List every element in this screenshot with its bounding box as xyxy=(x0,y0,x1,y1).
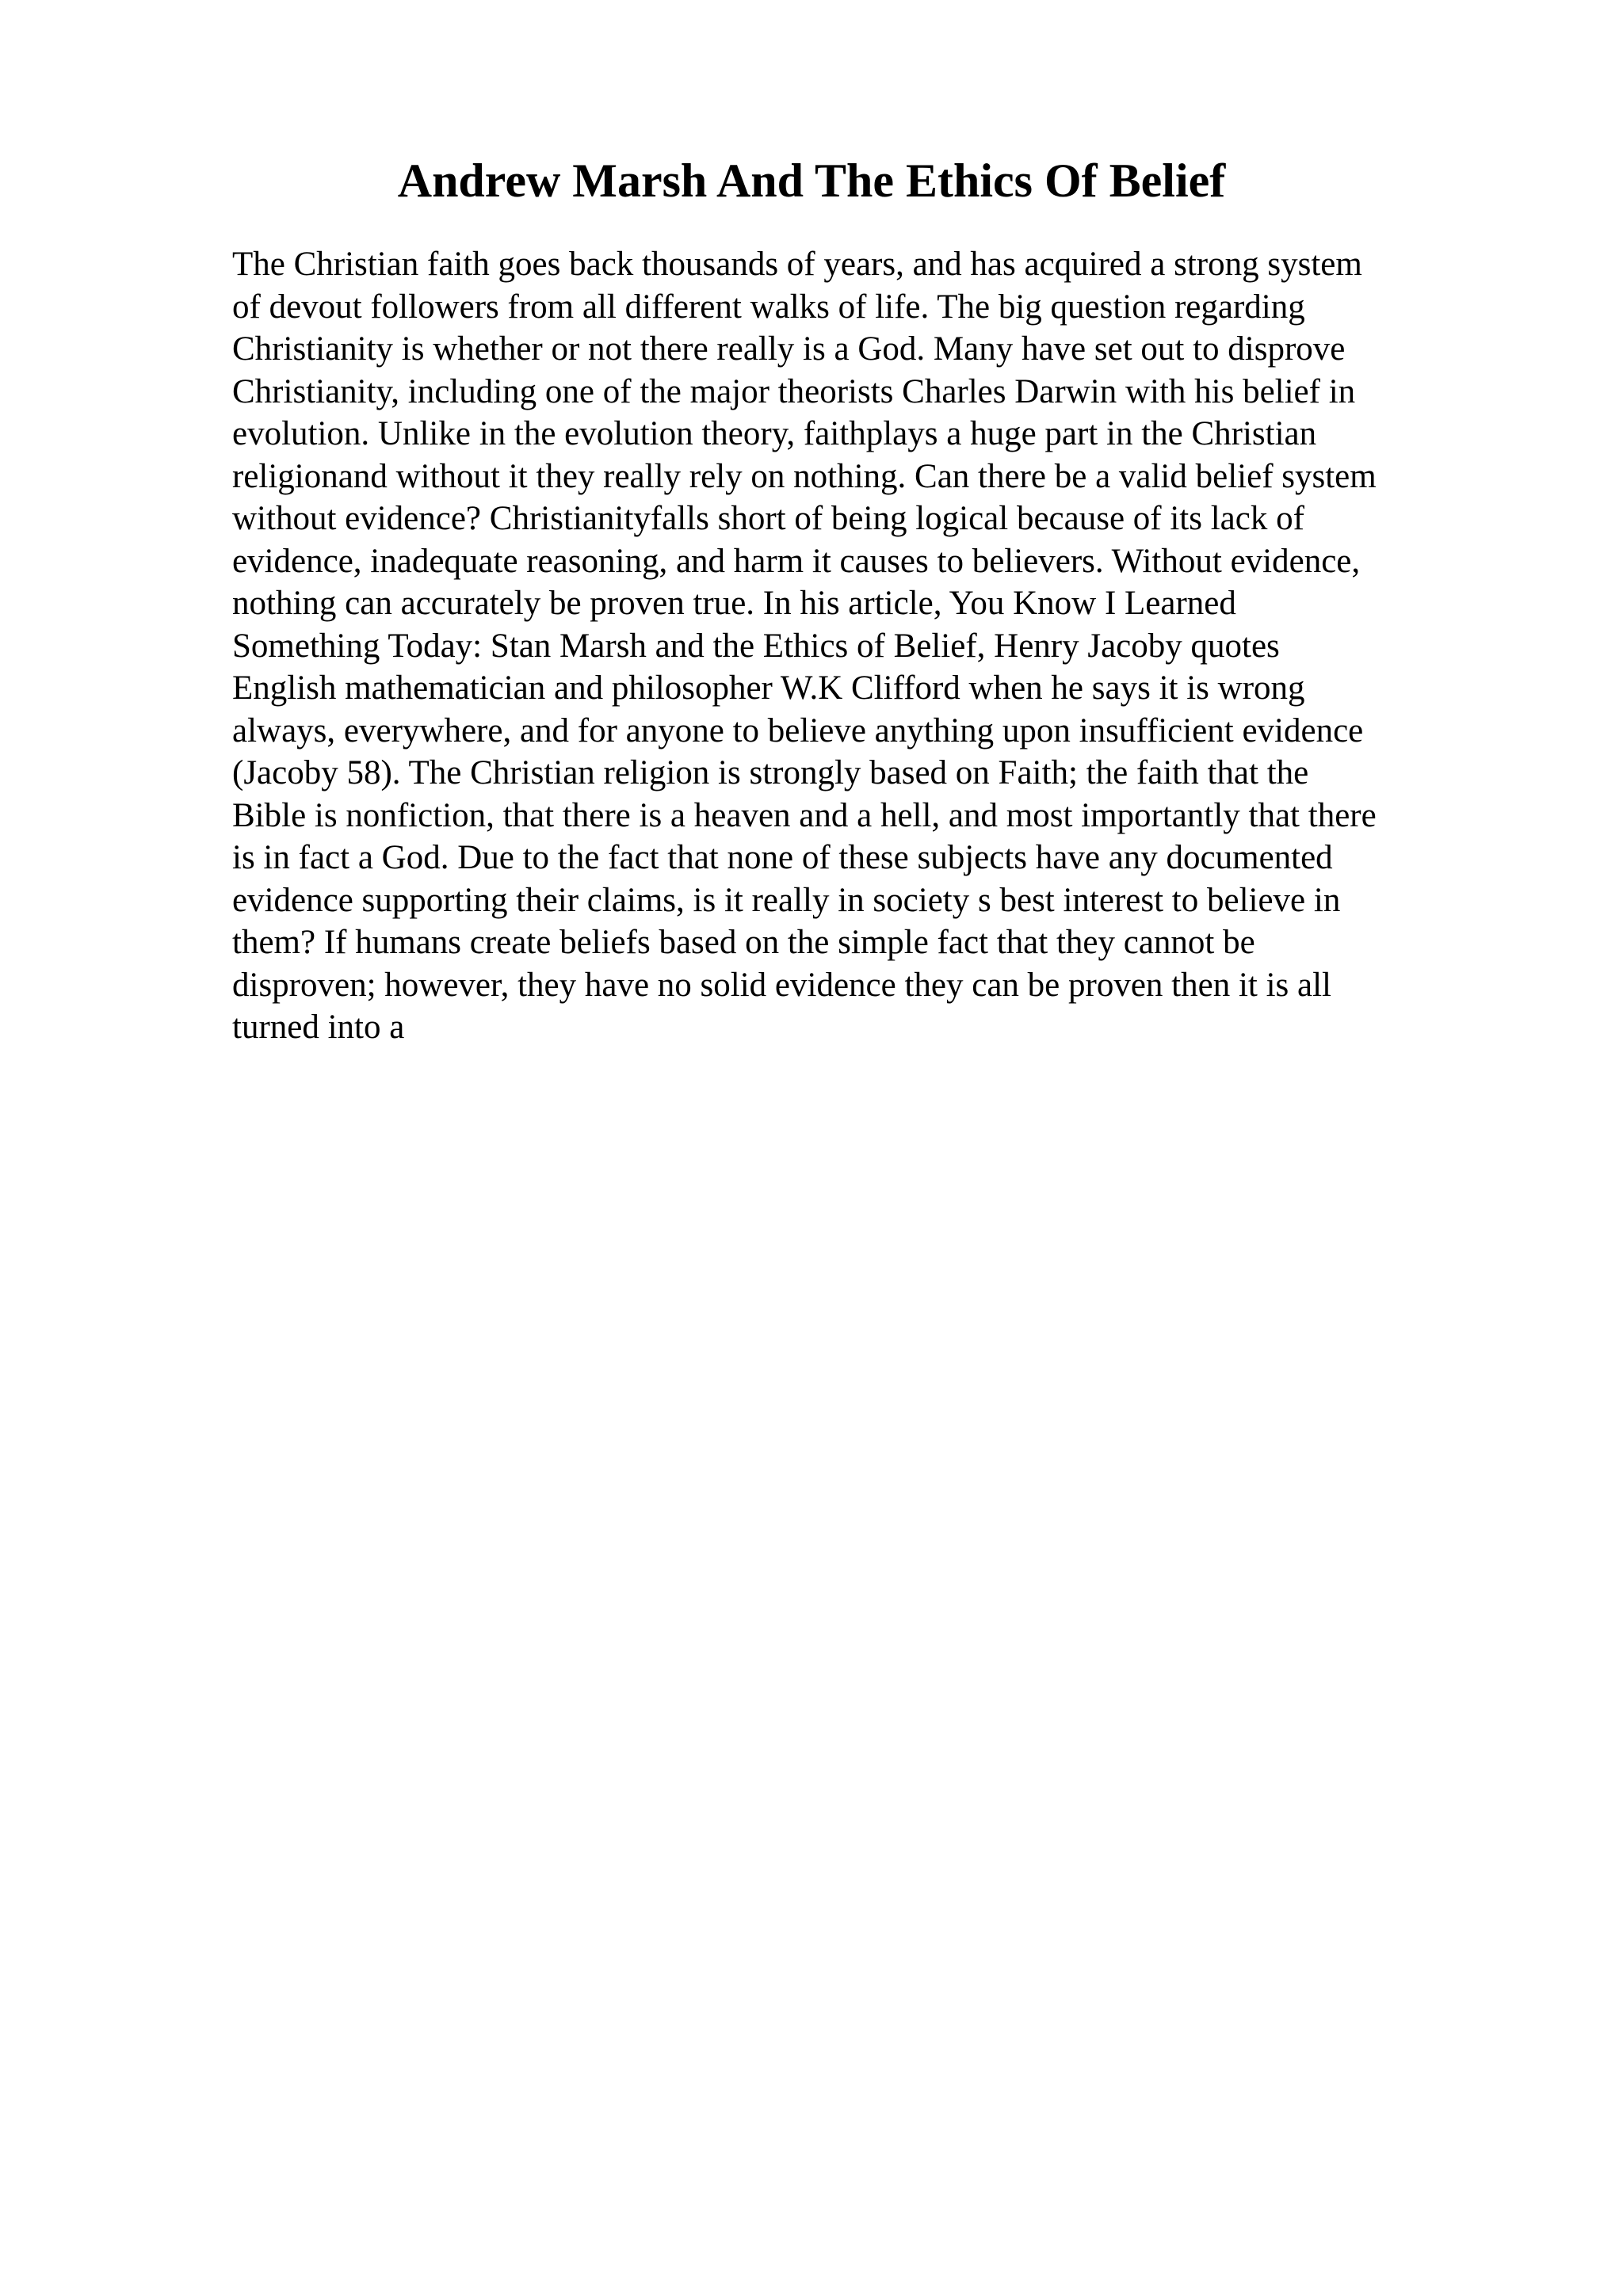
page-title: Andrew Marsh And The Ethics Of Belief xyxy=(397,154,1226,207)
body-line: (Jacoby 58). The Christian religion is strongly based on Faith; the faith that the xyxy=(232,754,1309,791)
body-line: of devout followers from all different walks of life. The big question regarding xyxy=(232,288,1305,326)
body-line: evidence supporting their claims, is it really in society s best interest to believe in xyxy=(232,881,1341,919)
body-line: evolution. Unlike in the evolution theory, faithplays a huge part in the Christian xyxy=(232,415,1317,452)
body-line: is in fact a God. Due to the fact that none of these subjects have any documented xyxy=(232,839,1333,876)
body-line: evidence, inadequate reasoning, and harm it causes to believers. Without evidence, xyxy=(232,542,1361,580)
essay-body xyxy=(232,243,1468,1049)
body-line: turned into a xyxy=(232,1009,405,1046)
body-line: Christianity is whether or not there really is a God. Many have set out to disprove xyxy=(232,330,1346,368)
body-line: religionand without it they really rely on nothing. Can there be a valid belief system xyxy=(232,457,1377,495)
body-line: them? If humans create beliefs based on the simple fact that they cannot be xyxy=(232,924,1255,961)
body-line: English mathematician and philosopher W.K Clifford when he says it is wrong xyxy=(232,669,1305,707)
body-line: disproven; however, they have no solid evidence they can be proven then it is all xyxy=(232,966,1332,1004)
body-line: Christianity, including one of the major theorists Charles Darwin with his belief in xyxy=(232,372,1356,410)
body-line: The Christian faith goes back thousands of years, and has acquired a strong system xyxy=(232,246,1362,283)
body-line: without evidence? Christianityfalls short of being logical because of its lack of xyxy=(232,500,1304,537)
body-line: Something Today: Stan Marsh and the Ethics of Belief, Henry Jacoby quotes xyxy=(232,627,1280,665)
body-line: Bible is nonfiction, that there is a heaven and a hell, and most importantly that there xyxy=(232,796,1377,834)
body-line: nothing can accurately be proven true. In his article, You Know I Learned xyxy=(232,585,1236,622)
body-line: always, everywhere, and for anyone to believe anything upon insufficient evidence xyxy=(232,711,1364,749)
